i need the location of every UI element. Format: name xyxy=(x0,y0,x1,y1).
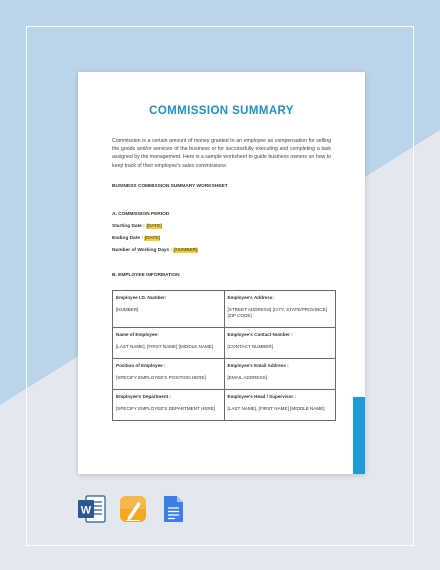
table-cell xyxy=(113,328,225,359)
working-days-label: Number of Working Days : xyxy=(112,248,174,253)
starting-date-label: Starting Date : xyxy=(112,224,147,229)
accent-bar xyxy=(353,397,365,474)
pages-icon[interactable] xyxy=(118,494,148,524)
table-cell xyxy=(113,359,225,390)
cell-label: Employee I.D. Number: xyxy=(116,295,167,300)
table-row xyxy=(113,359,336,390)
table-cell xyxy=(224,328,336,359)
table-row xyxy=(113,328,336,359)
google-docs-icon[interactable] xyxy=(158,494,188,524)
cell-label: Position of Employee : xyxy=(116,363,166,369)
table-cell xyxy=(224,359,336,390)
employee-info-table xyxy=(112,290,336,421)
section-b-heading: B. EMPLOYEE INFORMATION xyxy=(112,273,180,278)
section-a-heading: A. COMMISSION PERIOD xyxy=(112,212,170,217)
cell-value: [LAST NAME], [FIRST NAME] [MIDDLE NAME] xyxy=(116,344,214,350)
working-days-line xyxy=(112,248,198,253)
worksheet-heading: BUSINESS COMMISSION SUMMARY WORKSHEET xyxy=(112,184,228,189)
ending-date-value: [DATE] xyxy=(144,236,160,241)
ending-date-label: Ending Date : xyxy=(112,236,145,241)
cell-value: [STREET ADDRESS] [CITY, STATE/PROVINCE] [ZIP CODE] xyxy=(227,307,327,318)
intro-paragraph: Commission is a certain amount of money granted to an employee as compensation for selling the goods and/or services of the business or for successfully executing and completing a task assigned by the management. Here is a sample worksheet to guide business owners on how to keep track of their employee's sales commissions: xyxy=(112,138,331,169)
cell-label: Employee's Head / Supervisor : xyxy=(227,394,296,400)
cell-label: Name of Employee: xyxy=(116,332,159,338)
cell-value: [SPECIFY EMPLOYEE'S DEPARTMENT HERE] xyxy=(116,406,216,412)
word-icon[interactable] xyxy=(77,494,107,524)
starting-date-line xyxy=(112,224,162,229)
document-page xyxy=(78,72,365,474)
cell-value: [SPECIFY EMPLOYEE'S POSITION HERE] xyxy=(116,375,206,381)
table-row xyxy=(113,390,336,421)
cell-label: Employee's Department : xyxy=(116,394,171,400)
cell-value: [NUMBER] xyxy=(116,307,139,312)
cell-label: Employee's Address: xyxy=(227,295,274,300)
table-cell xyxy=(113,390,225,421)
table-row xyxy=(113,291,336,328)
cell-value: [EMAIL ADDRESS] xyxy=(227,375,267,381)
table-cell xyxy=(224,291,336,328)
word-icon-letter: W xyxy=(80,504,92,517)
cell-label: Employee's Contact Number : xyxy=(227,332,293,338)
document-title: COMMISSION SUMMARY xyxy=(149,105,294,117)
ending-date-line xyxy=(112,236,160,241)
table-cell xyxy=(113,291,225,328)
cell-value: [LAST NAME], [FIRST NAME] [MIDDLE NAME] xyxy=(227,406,325,412)
cell-value: [CONTACT NUMBER] xyxy=(227,344,274,350)
working-days-value: [NUMBER] xyxy=(173,248,198,253)
starting-date-value: [DATE] xyxy=(146,224,162,229)
cell-label: Employee's Email Address : xyxy=(227,363,289,369)
table-cell xyxy=(224,390,336,421)
